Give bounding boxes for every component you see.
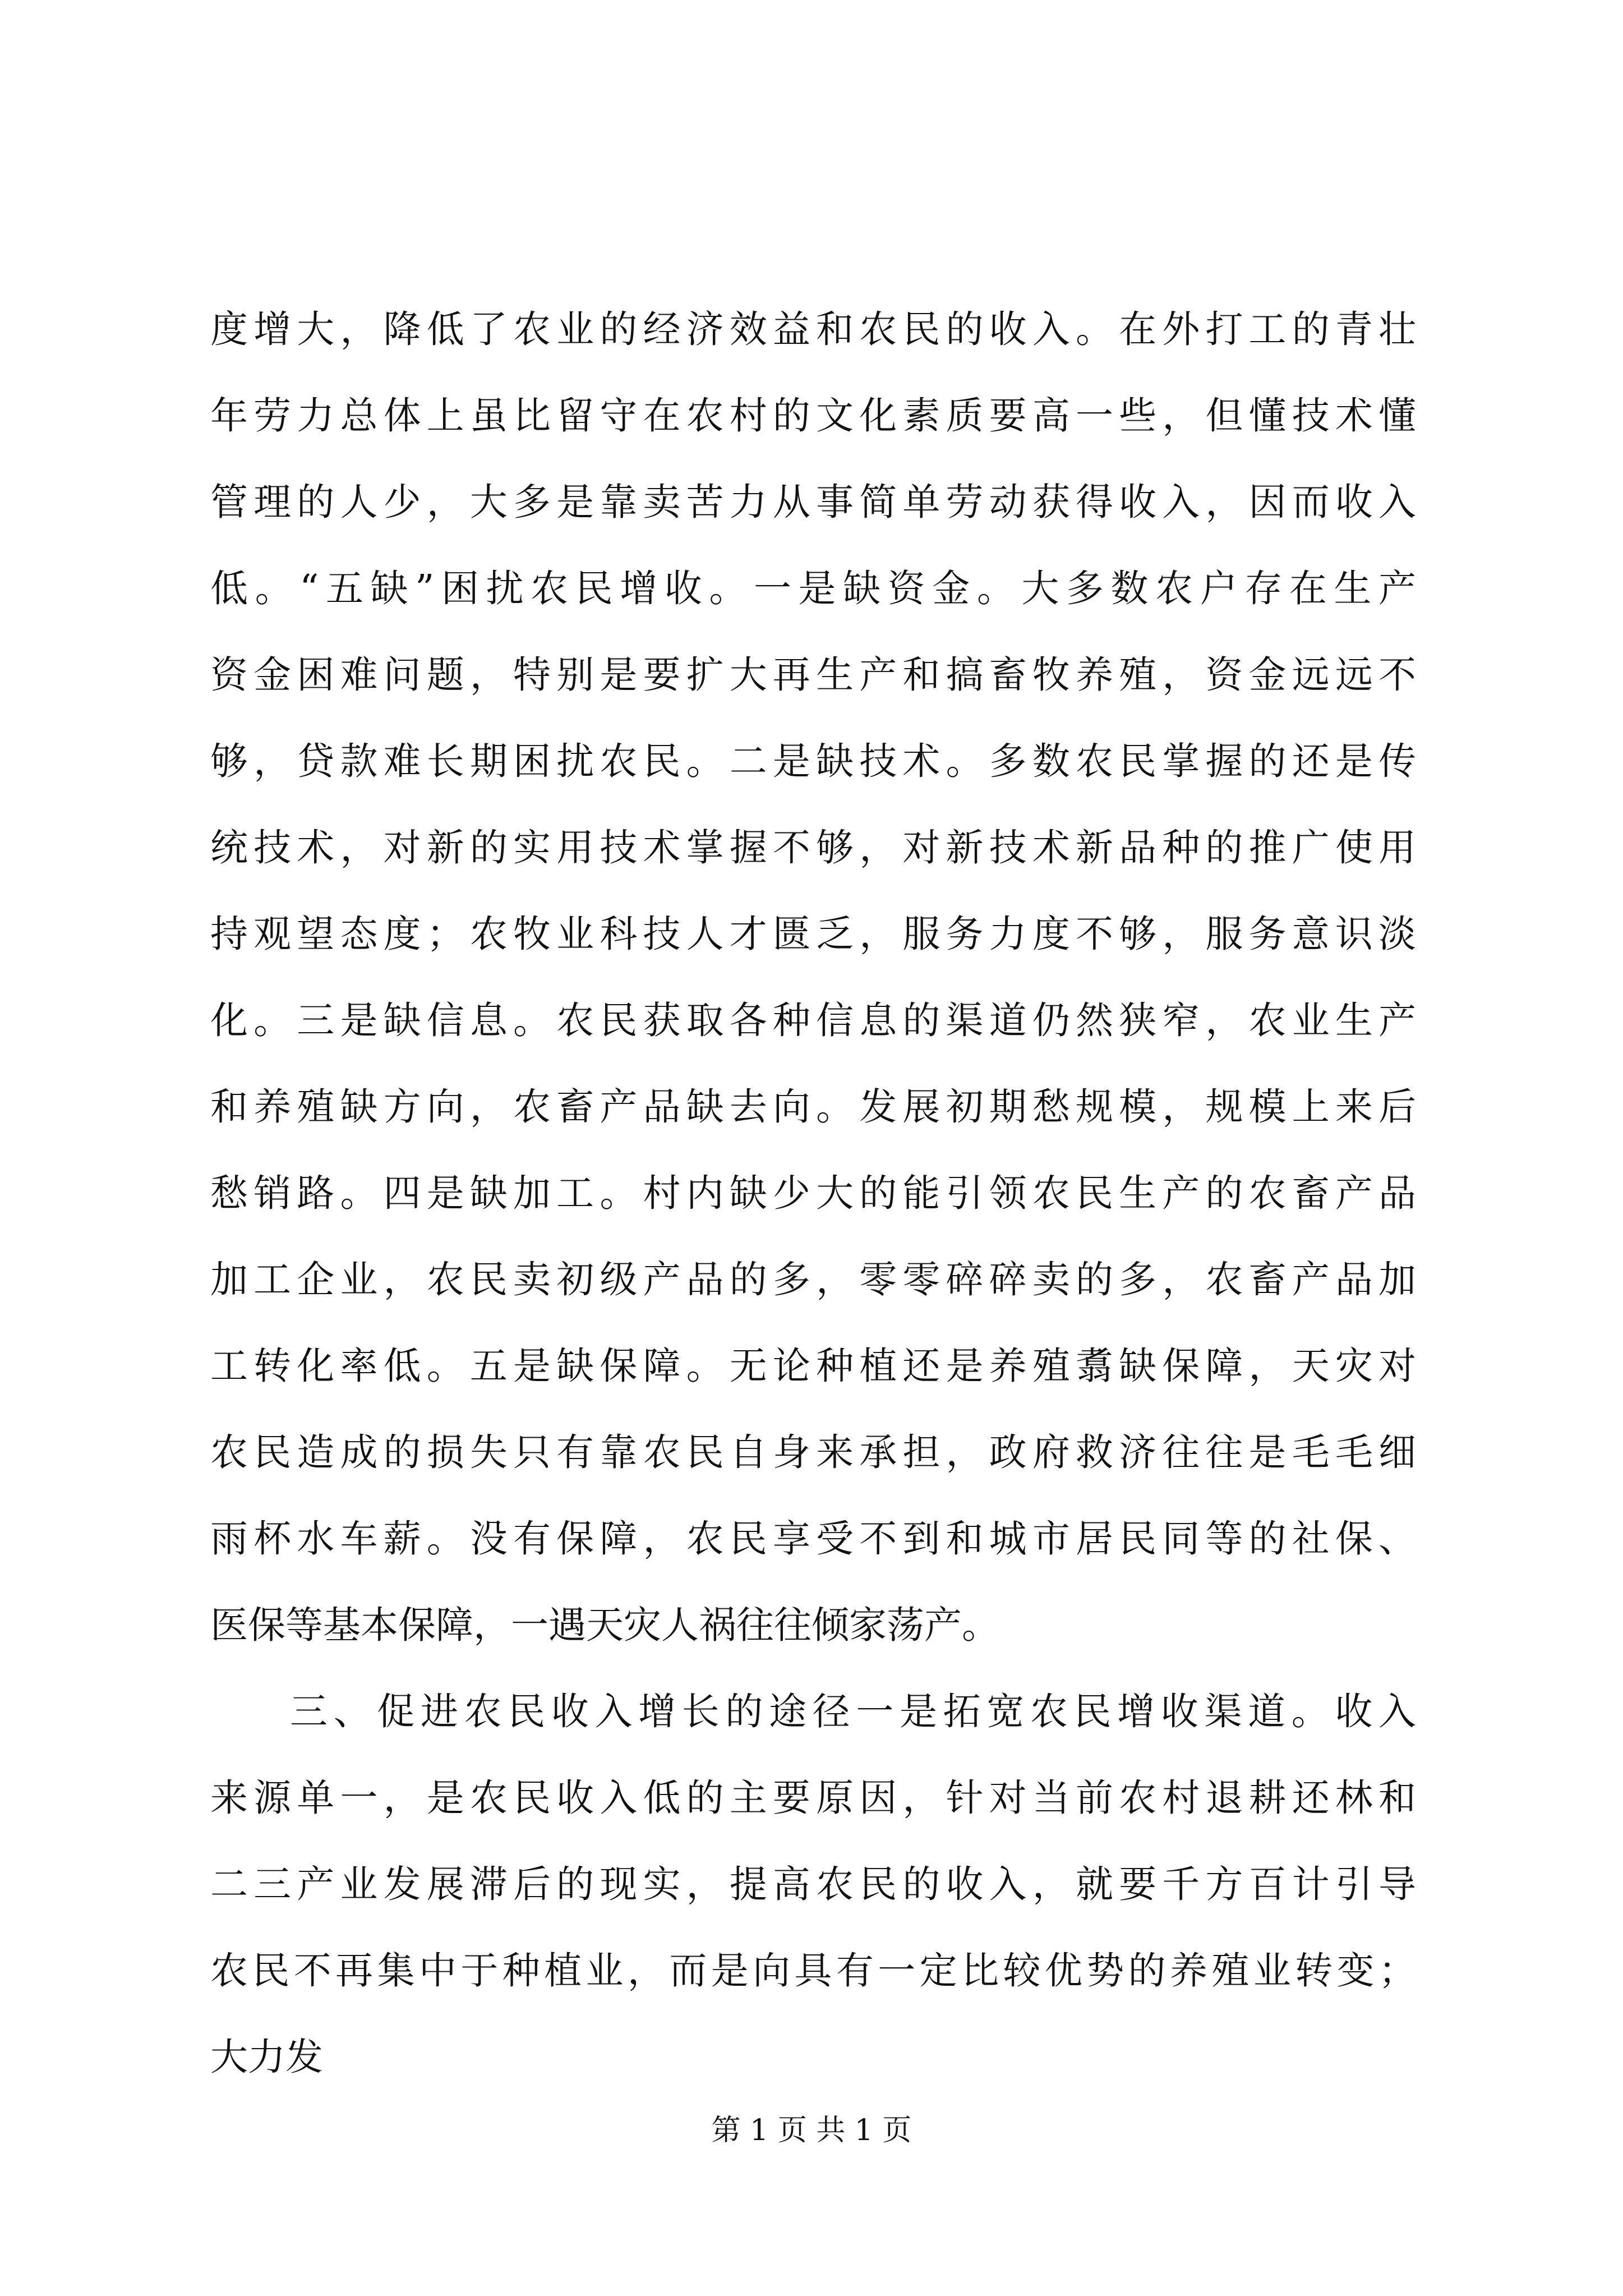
text-line: 资金困难问题，特别是要扩大再生产和搞畜牧养殖，资金远远不 (210, 653, 1416, 697)
text-line: 二三产业发展滞后的现实，提高农民的收入，就要千方百计引导 (210, 1862, 1416, 1906)
text-line: 来源单一，是农民收入低的主要原因，针对当前农村退耕还林和 (210, 1776, 1416, 1820)
text-line: 大力发 (210, 2035, 323, 2079)
text-line: 化。三是缺信息。农民获取各种信息的渠道仍然狭窄，农业生产 (210, 999, 1416, 1042)
text-line: 医保等基本保障，一遇天灾人祸往往倾家荡产。 (210, 1603, 999, 1647)
text-line: 低。“五缺”困扰农民增收。一是缺资金。大多数农户存在生产 (210, 567, 1416, 610)
text-line: 度增大，降低了农业的经济效益和农民的收入。在外打工的青壮 (210, 307, 1416, 351)
text-line: 农民不再集中于种植业，而是向具有一定比较优势的养殖业转变； (210, 1949, 1416, 1993)
page-number-footer: 第 1 页 共 1 页 (711, 2114, 912, 2147)
body-text (210, 286, 1416, 2100)
section-heading-line: 三、促进农民收入增长的途径一是拓宽农民增收渠道。收入 (290, 1690, 1416, 1733)
text-line: 够，贷款难长期困扰农民。二是缺技术。多数农民掌握的还是传 (210, 739, 1416, 783)
text-line: 和养殖缺方向，农畜产品缺去向。发展初期愁规模，规模上来后 (210, 1085, 1416, 1129)
text-line: 农民造成的损失只有靠农民自身来承担，政府救济往往是毛毛细 (210, 1430, 1416, 1474)
text-line: 愁销路。四是缺加工。村内缺少大的能引领农民生产的农畜产品 (210, 1171, 1416, 1215)
text-line: 年劳力总体上虽比留守在农村的文化素质要高一些，但懂技术懂 (210, 394, 1416, 438)
text-line: 工转化率低。五是缺保障。无论种植还是养殖翥缺保障，天灾对 (210, 1344, 1416, 1388)
text-line: 统技术，对新的实用技术掌握不够，对新技术新品种的推广使用 (210, 826, 1416, 869)
text-line: 管理的人少，大多是靠卖苦力从事简单劳动获得收入，因而收入 (210, 480, 1416, 524)
text-line: 雨杯水车薪。没有保障，农民享受不到和城市居民同等的社保、 (210, 1517, 1416, 1561)
text-line: 持观望态度；农牧业科技人才匮乏，服务力度不够，服务意识淡 (210, 912, 1416, 956)
text-line: 加工企业，农民卖初级产品的多，零零碎碎卖的多，农畜产品加 (210, 1258, 1416, 1301)
